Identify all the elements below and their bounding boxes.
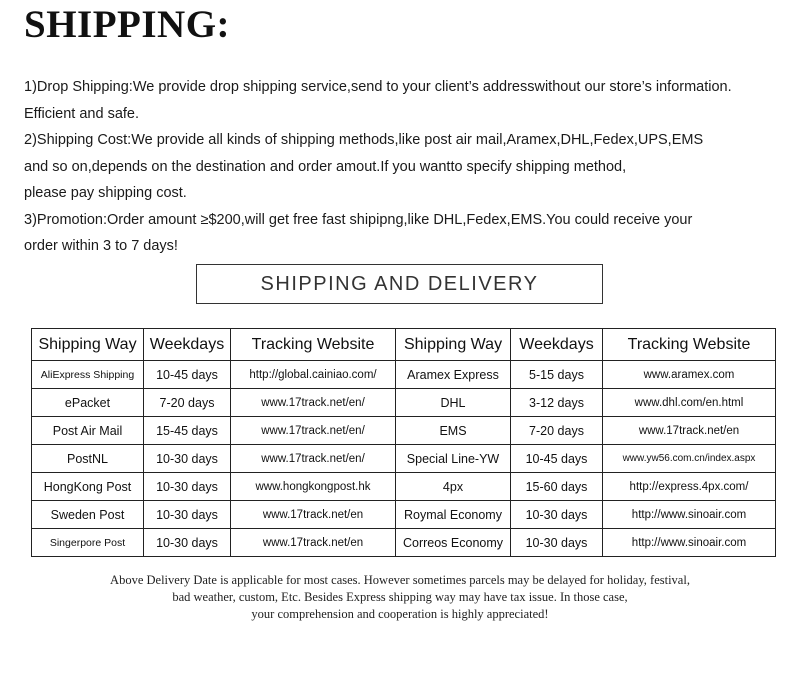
weekdays-cell: 10-30 days: [144, 501, 231, 529]
weekdays-cell: 10-30 days: [144, 529, 231, 557]
tracking-website-cell: www.17track.net/en: [231, 529, 396, 557]
table-row: [32, 361, 776, 389]
shipping-way-cell: Post Air Mail: [32, 417, 144, 445]
note-line: Above Delivery Date is applicable for most cases. However sometimes parcels may be delayed for holiday, festival,: [110, 573, 690, 587]
table-row: [32, 529, 776, 557]
table-row: [32, 445, 776, 473]
shipping-way-cell: Correos Economy: [396, 529, 511, 557]
header-tracking-website: Tracking Website: [231, 329, 396, 361]
info-line: Efficient and safe.: [24, 105, 140, 122]
shipping-way-cell: AliExpress Shipping: [32, 361, 144, 389]
table-row: [32, 389, 776, 417]
delivery-note: [0, 572, 800, 623]
weekdays-cell: 5-15 days: [511, 361, 603, 389]
tracking-website-cell: www.hongkongpost.hk: [231, 473, 396, 501]
tracking-website-cell: www.17track.net/en/: [231, 389, 396, 417]
header-weekdays: Weekdays: [144, 329, 231, 361]
weekdays-cell: 7-20 days: [511, 417, 603, 445]
weekdays-cell: 10-45 days: [144, 361, 231, 389]
note-line: your comprehension and cooperation is highly appreciated!: [251, 607, 549, 621]
tracking-website-cell: www.17track.net/en: [231, 501, 396, 529]
tracking-website-cell: www.17track.net/en/: [231, 445, 396, 473]
shipping-way-cell: EMS: [396, 417, 511, 445]
tracking-website-cell: http://global.cainiao.com/: [231, 361, 396, 389]
info-line: please pay shipping cost.: [24, 185, 187, 201]
info-line: 1)Drop Shipping:We provide drop shipping service,send to your client’s addresswithout our store’s information.: [24, 79, 732, 95]
weekdays-cell: 10-45 days: [511, 445, 603, 473]
header-shipping-way: Shipping Way: [396, 329, 511, 361]
weekdays-cell: 10-30 days: [144, 445, 231, 473]
shipping-way-cell: Sweden Post: [32, 501, 144, 529]
shipping-way-cell: ePacket: [32, 389, 144, 417]
table-header-row: [32, 329, 776, 361]
shipping-way-cell: Aramex Express: [396, 361, 511, 389]
table-row: [32, 501, 776, 529]
weekdays-cell: 7-20 days: [144, 389, 231, 417]
header-tracking-website: Tracking Website: [603, 329, 776, 361]
header-shipping-way: Shipping Way: [32, 329, 144, 361]
tracking-website-cell: www.dhl.com/en.html: [603, 389, 776, 417]
shipping-way-cell: Roymal Economy: [396, 501, 511, 529]
weekdays-cell: 3-12 days: [511, 389, 603, 417]
weekdays-cell: 15-45 days: [144, 417, 231, 445]
tracking-website-cell: www.aramex.com: [603, 361, 776, 389]
tracking-website-cell: www.yw56.com.cn/index.aspx: [603, 445, 776, 473]
tracking-website-cell: www.17track.net/en: [603, 417, 776, 445]
weekdays-cell: 10-30 days: [144, 473, 231, 501]
shipping-way-cell: Singerpore Post: [32, 529, 144, 557]
tracking-website-cell: http://express.4px.com/: [603, 473, 776, 501]
shipping-table: [31, 328, 776, 557]
shipping-way-cell: PostNL: [32, 445, 144, 473]
table-row: [32, 473, 776, 501]
info-line: 3)Promotion:Order amount ≥$200,will get free fast shipipng,like DHL,Fedex,EMS.You could receive your: [24, 211, 693, 228]
tracking-website-cell: http://www.sinoair.com: [603, 529, 776, 557]
shipping-way-cell: Special Line-YW: [396, 445, 511, 473]
table-row: [32, 417, 776, 445]
shipping-way-cell: HongKong Post: [32, 473, 144, 501]
shipping-way-cell: DHL: [396, 389, 511, 417]
note-line: bad weather, custom, Etc. Besides Express shipping way may have tax issue. In those case,: [172, 590, 628, 604]
shipping-info: [24, 74, 794, 260]
page-title: SHIPPING:: [24, 3, 231, 46]
weekdays-cell: 10-30 days: [511, 501, 603, 529]
tracking-website-cell: http://www.sinoair.com: [603, 501, 776, 529]
info-line: 2)Shipping Cost:We provide all kinds of shipping methods,like post air mail,Aramex,DHL,Fedex,UPS,EMS: [24, 132, 704, 148]
info-line: and so on,depends on the destination and order amout.If you wantto specify shipping method,: [24, 158, 627, 175]
header-weekdays: Weekdays: [511, 329, 603, 361]
shipping-way-cell: 4px: [396, 473, 511, 501]
shipping-delivery-banner: SHIPPING AND DELIVERY: [196, 264, 603, 304]
weekdays-cell: 10-30 days: [511, 529, 603, 557]
info-line: order within 3 to 7 days!: [24, 238, 178, 254]
weekdays-cell: 15-60 days: [511, 473, 603, 501]
tracking-website-cell: www.17track.net/en/: [231, 417, 396, 445]
